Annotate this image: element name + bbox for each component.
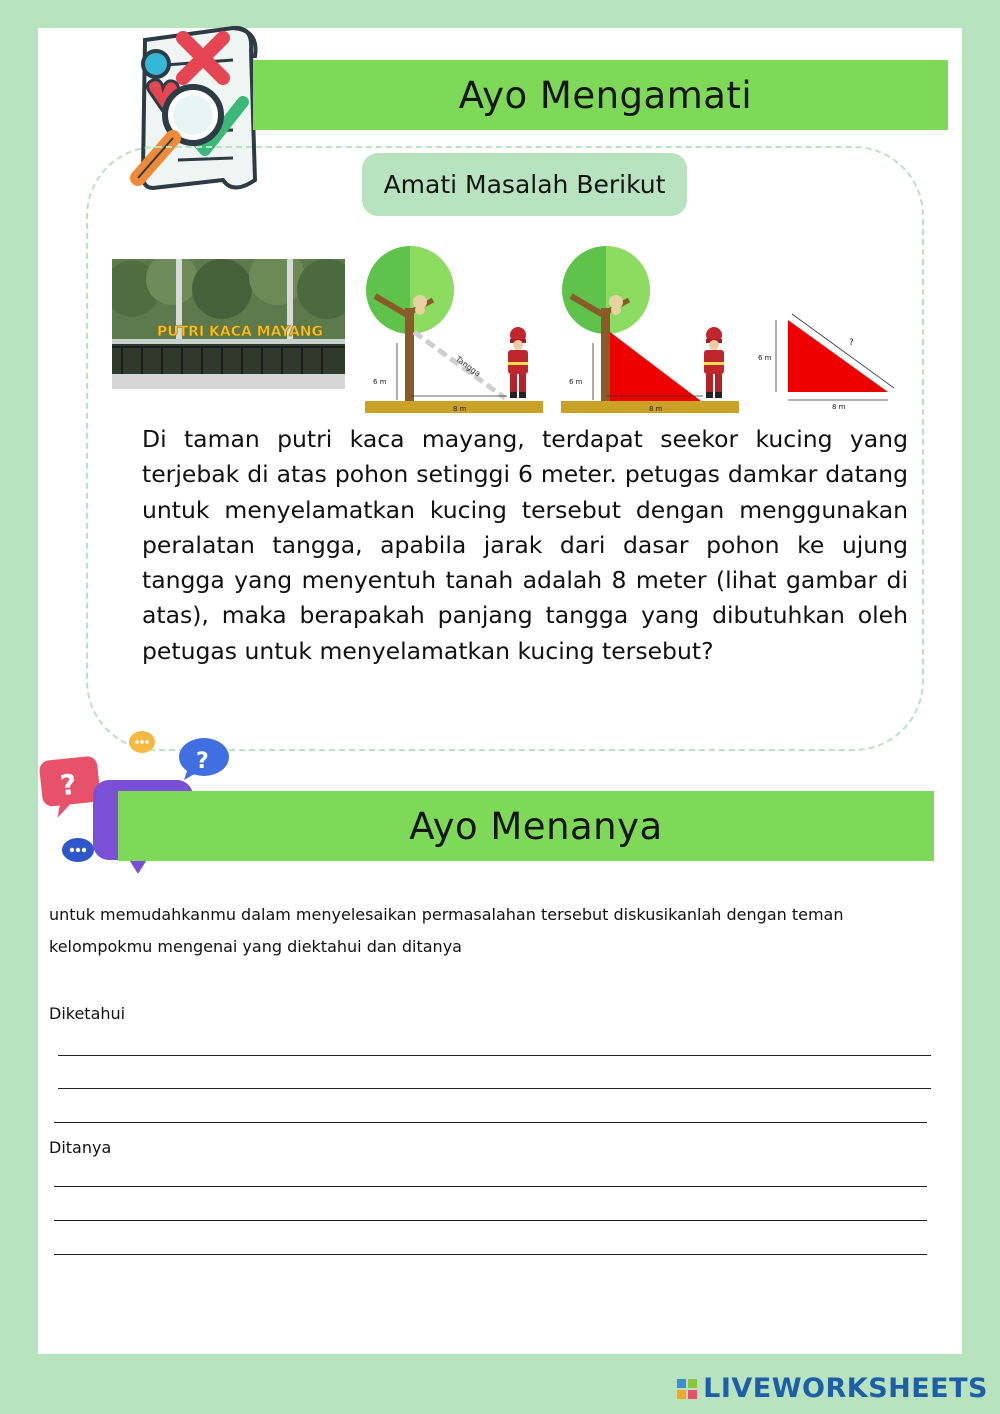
logo-text: LIVEWORKSHEETS bbox=[703, 1373, 988, 1404]
known-answer-line-2[interactable] bbox=[58, 1088, 931, 1089]
distance-label: 8 m bbox=[832, 403, 846, 410]
ladder-scene-illustration bbox=[365, 238, 543, 413]
known-answer-line-1[interactable] bbox=[58, 1055, 931, 1056]
firefighter-icon bbox=[508, 327, 528, 398]
svg-text:?: ? bbox=[58, 767, 79, 803]
observe-banner bbox=[253, 60, 948, 130]
discussion-instruction bbox=[49, 899, 869, 963]
asked-answer-line-2[interactable] bbox=[54, 1220, 927, 1221]
park-photo bbox=[112, 259, 345, 389]
observe-subtitle: Amati Masalah Berikut bbox=[362, 153, 687, 216]
worksheet-page bbox=[38, 28, 962, 1354]
observe-title: Ayo Mengamati bbox=[458, 73, 753, 117]
ladder-label: Tangga bbox=[453, 354, 483, 379]
height-label: 6 m bbox=[569, 378, 583, 386]
asked-answer-line-1[interactable] bbox=[54, 1186, 927, 1187]
height-label: 6 m bbox=[758, 354, 772, 362]
triangle-scene-illustration bbox=[561, 238, 739, 413]
problem-statement: Di taman putri kaca mayang, terdapat seekor kucing yang terjebak di atas pohon setinggi 6 meter. petugas damkar datang untuk menyelamatkan kucing tersebut dengan menggunakan peralatan tangga, apabila jarak dari dasar pohon ke ujung tangga yang menyentuh tanah adalah 8 meter (lihat gambar di atas), maka berapakah panjang tangga yang dibutuhkan oleh petugas untuk menyelamatkan kucing tersebut? bbox=[142, 425, 908, 665]
liveworksheets-mark-icon bbox=[677, 1379, 697, 1399]
firefighter-icon bbox=[704, 327, 724, 398]
distance-label: 8 m bbox=[649, 405, 663, 413]
instruction-line-2: kelompokmu mengenai yang diektahui dan ditanya bbox=[49, 937, 462, 956]
height-label: 6 m bbox=[373, 378, 387, 386]
ask-title: Ayo Menanya bbox=[409, 804, 663, 848]
park-sign-text: PUTRI KACA MAYANG bbox=[157, 324, 323, 340]
instruction-line-1: untuk memudahkanmu dalam menyelesaikan permasalahan tersebut diskusikanlah dengan teman bbox=[49, 905, 844, 924]
asked-label: Ditanya bbox=[49, 1138, 112, 1157]
known-label: Diketahui bbox=[49, 1004, 126, 1023]
ask-banner bbox=[118, 791, 934, 861]
known-answer-line-3[interactable] bbox=[54, 1122, 927, 1123]
svg-text:?: ? bbox=[196, 749, 209, 774]
liveworksheets-logo bbox=[677, 1373, 988, 1404]
right-triangle-diagram bbox=[756, 310, 898, 410]
distance-label: 8 m bbox=[453, 405, 467, 413]
asked-answer-line-3[interactable] bbox=[54, 1254, 927, 1255]
hypotenuse-label: ? bbox=[849, 338, 854, 348]
